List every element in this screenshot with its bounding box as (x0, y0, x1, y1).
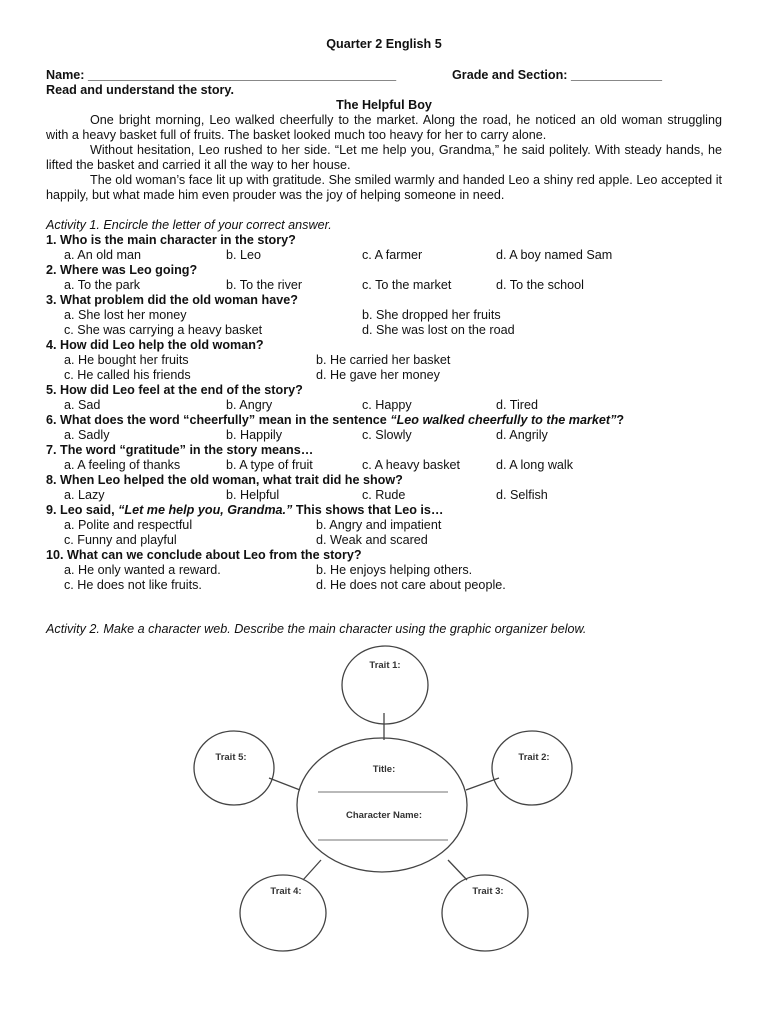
trait-5-label: Trait 5: (215, 752, 247, 763)
question-3: 3. What problem did the old woman have? (46, 293, 298, 307)
option-9c[interactable]: c. Funny and playful (64, 533, 177, 547)
question-9-quote: “Let me help you, Grandma.” (118, 503, 293, 517)
trait-3-circle (442, 875, 528, 951)
option-1b[interactable]: b. Leo (226, 248, 262, 262)
option-6c[interactable]: c. Slowly (362, 428, 412, 442)
grade-label: Grade and Section: (452, 68, 571, 82)
question-6-quote: “Leo walked cheerfully to the market” (390, 413, 617, 427)
trait-1-circle (342, 646, 428, 724)
option-7a[interactable]: a. A feeling of thanks (64, 458, 181, 472)
option-3d[interactable]: d. She was lost on the road (362, 323, 515, 337)
trait-4-circle (240, 875, 326, 951)
story-title: The Helpful Boy (336, 98, 432, 112)
story-paragraph: One bright morning, Leo walked cheerfully to the market. Along the road, he noticed an old woman struggling with a heavy basket full of fruits. The basket looked much too heavy for her to carry alone. (46, 113, 722, 142)
option-6a[interactable]: a. Sadly (64, 428, 110, 442)
option-6d[interactable]: d. Angrily (496, 428, 548, 442)
trait-2-circle (492, 731, 572, 805)
option-3a[interactable]: a. She lost her money (64, 308, 187, 322)
option-2b[interactable]: b. To the river (226, 278, 303, 292)
option-7b[interactable]: b. A type of fruit (226, 458, 313, 472)
reading-instruction: Read and understand the story. (46, 83, 235, 97)
option-2d[interactable]: d. To the school (496, 278, 584, 292)
activity1-instruction: Activity 1. Encircle the letter of your correct answer. (46, 218, 332, 232)
story-paragraph: Without hesitation, Leo rushed to her side. “Let me help you, Grandma,” he said politely. With steady hands, he lifted the basket and carried it all the way to her house. (46, 143, 722, 172)
option-8c[interactable]: c. Rude (362, 488, 406, 502)
option-1d[interactable]: d. A boy named Sam (496, 248, 613, 262)
option-7c[interactable]: c. A heavy basket (362, 458, 461, 472)
option-2a[interactable]: a. To the park (64, 278, 141, 292)
option-5c[interactable]: c. Happy (362, 398, 412, 412)
option-9b[interactable]: b. Angry and impatient (316, 518, 442, 532)
option-10c[interactable]: c. He does not like fruits. (64, 578, 202, 592)
question-4: 4. How did Leo help the old woman? (46, 338, 264, 352)
story-body (46, 113, 722, 203)
question-9-text: 9. Leo said, (46, 503, 119, 517)
option-1a[interactable]: a. An old man (64, 248, 142, 262)
option-3b[interactable]: b. She dropped her fruits (362, 308, 501, 322)
question-7: 7. The word “gratitude” in the story means… (46, 443, 314, 457)
question-9 (46, 503, 444, 518)
option-8b[interactable]: b. Helpful (226, 488, 280, 502)
option-3c[interactable]: c. She was carrying a heavy basket (64, 323, 263, 337)
question-9-end: This shows that Leo is… (292, 503, 444, 517)
question-6-text: 6. What does the word “cheerfully” mean in the sentence (46, 413, 391, 427)
option-8d[interactable]: d. Selfish (496, 488, 548, 502)
name-label: Name: (46, 68, 88, 82)
option-1c[interactable]: c. A farmer (362, 248, 423, 262)
question-2: 2. Where was Leo going? (46, 263, 198, 277)
grade-section-field (452, 68, 662, 83)
question-6 (46, 413, 624, 428)
option-6b[interactable]: b. Happily (226, 428, 283, 442)
question-6-end: ? (616, 413, 625, 427)
option-5a[interactable]: a. Sad (64, 398, 101, 412)
name-blank[interactable]: ____________________________________________ (88, 68, 397, 82)
question-8: 8. When Leo helped the old woman, what trait did he show? (46, 473, 403, 487)
worksheet-title: Quarter 2 English 5 (326, 37, 442, 51)
trait-5-circle (194, 731, 274, 805)
option-7d[interactable]: d. A long walk (496, 458, 574, 472)
option-4b[interactable]: b. He carried her basket (316, 353, 451, 367)
option-10a[interactable]: a. He only wanted a reward. (64, 563, 221, 577)
option-4c[interactable]: c. He called his friends (64, 368, 191, 382)
option-9a[interactable]: a. Polite and respectful (64, 518, 193, 532)
center-circle (297, 738, 467, 872)
trait-3-label: Trait 3: (472, 886, 504, 897)
name-field (46, 68, 396, 83)
option-5d[interactable]: d. Tired (496, 398, 538, 412)
option-9d[interactable]: d. Weak and scared (316, 533, 428, 547)
trait-1-label: Trait 1: (369, 660, 401, 671)
option-5b[interactable]: b. Angry (226, 398, 273, 412)
option-8a[interactable]: a. Lazy (64, 488, 105, 502)
connector-trait-2 (466, 778, 499, 790)
connector-trait-4 (303, 860, 321, 880)
grade-blank[interactable]: _____________ (570, 68, 663, 82)
center-name-label: Character Name: (345, 810, 423, 821)
activity2-instruction: Activity 2. Make a character web. Describe the main character using the graphic organizer below. (46, 622, 587, 636)
center-title-label: Title: (372, 764, 396, 775)
option-2c[interactable]: c. To the market (362, 278, 452, 292)
option-4a[interactable]: a. He bought her fruits (64, 353, 189, 367)
trait-2-label: Trait 2: (518, 752, 550, 763)
connector-trait-5 (269, 778, 300, 790)
connector-trait-3 (448, 860, 467, 880)
question-1: 1. Who is the main character in the story? (46, 233, 296, 247)
option-10b[interactable]: b. He enjoys helping others. (316, 563, 473, 577)
question-10: 10. What can we conclude about Leo from the story? (46, 548, 362, 562)
trait-4-label: Trait 4: (270, 886, 302, 897)
option-10d[interactable]: d. He does not care about people. (316, 578, 506, 592)
story-paragraph: The old woman’s face lit up with gratitude. She smiled warmly and handed Leo a shiny red apple. Leo accepted it happily, but what made him even prouder was the joy of helping someone in need. (46, 173, 722, 202)
option-4d[interactable]: d. He gave her money (316, 368, 440, 382)
question-5: 5. How did Leo feel at the end of the story? (46, 383, 303, 397)
